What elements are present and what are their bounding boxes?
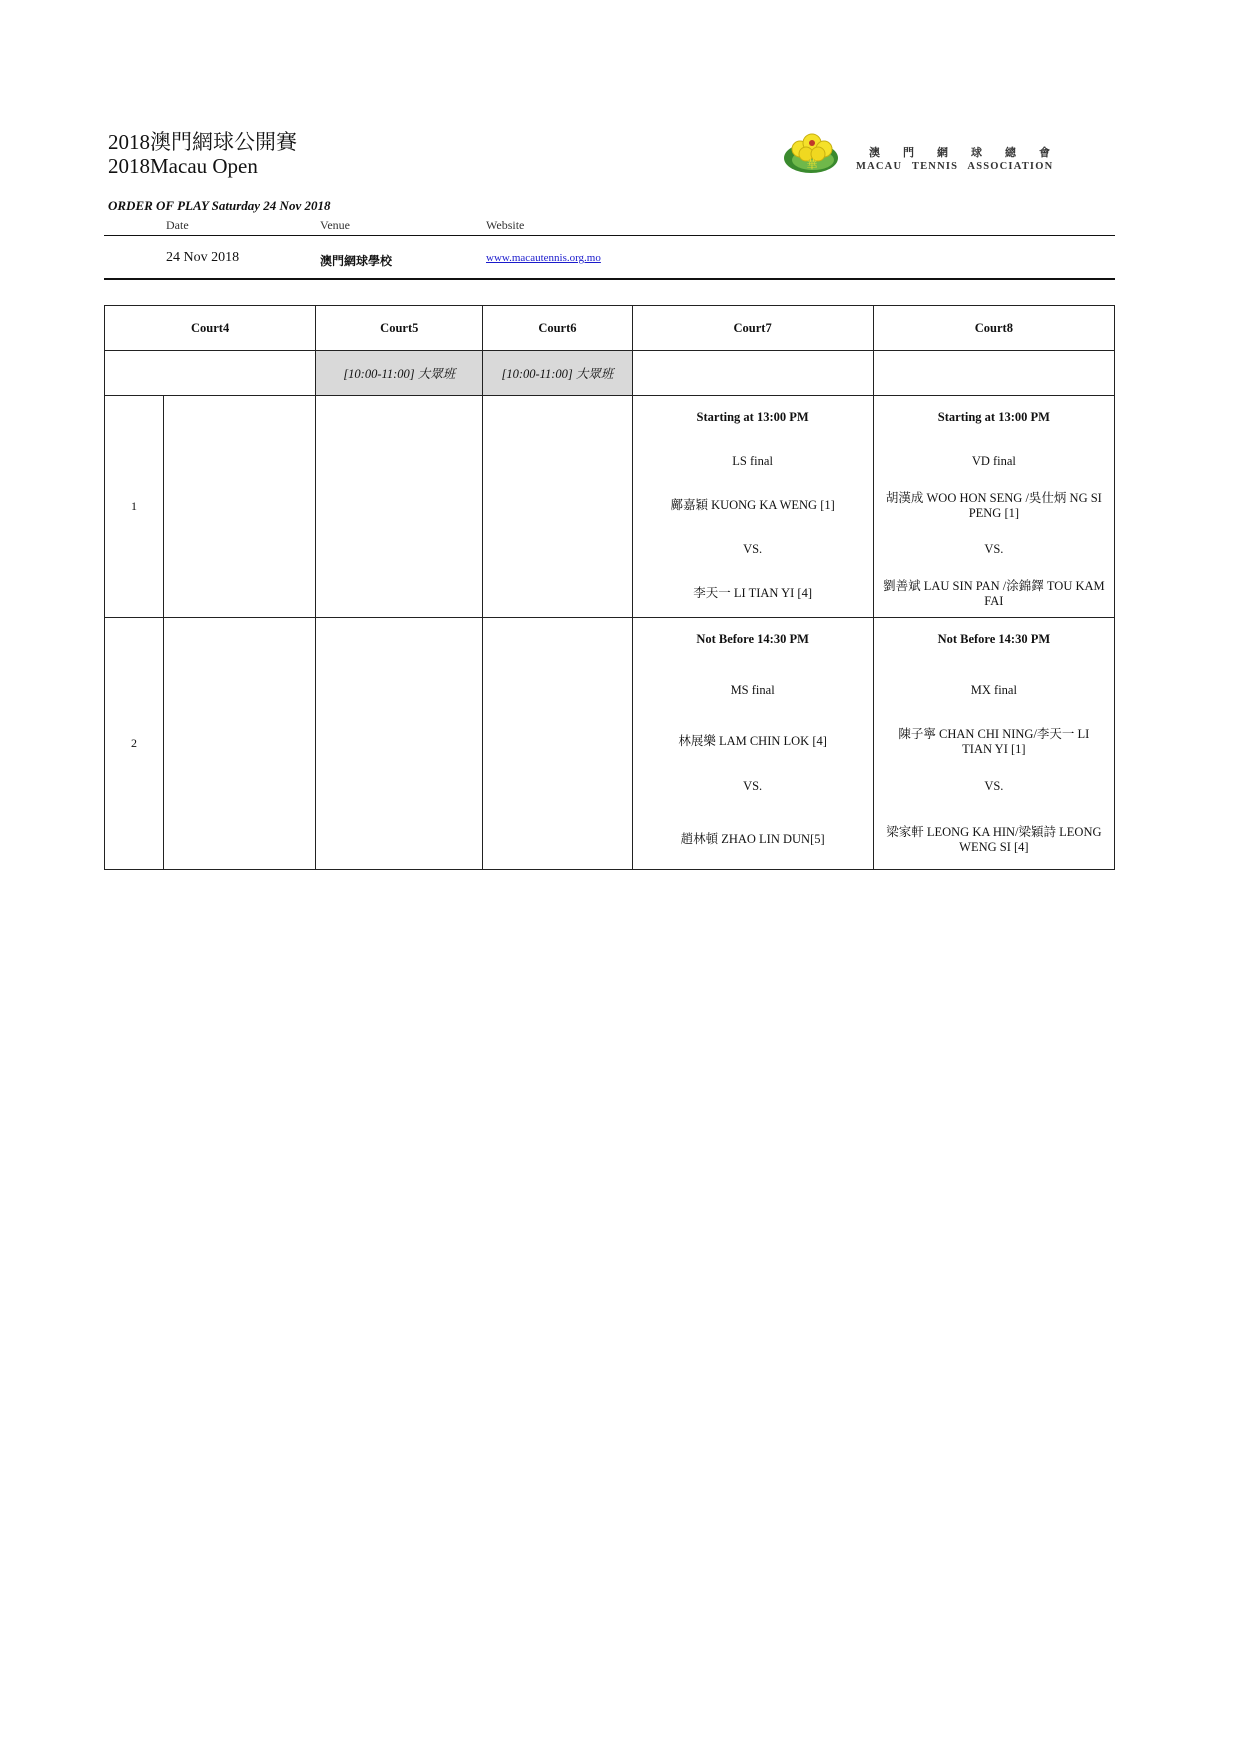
slot-court7	[632, 351, 873, 396]
match-court8-round2	[873, 618, 1114, 870]
match-vs: VS.	[743, 542, 763, 556]
table-row	[105, 396, 1115, 618]
match-court7-round1	[632, 396, 873, 618]
association-name-english: MACAU TENNIS ASSOCIATION	[856, 161, 1054, 172]
empty-cell	[483, 396, 632, 618]
slot-row	[105, 351, 1115, 396]
match-time: Not Before 14:30 PM	[696, 632, 809, 646]
title-chinese: 2018澳門網球公開賽	[108, 130, 297, 154]
logo-glyph: 華	[806, 158, 818, 171]
website-label: Website	[486, 218, 525, 232]
divider-bottom	[104, 278, 1115, 280]
page-title	[108, 130, 297, 178]
association-name-chinese: 澳門網球總會	[869, 147, 1073, 159]
match-court8-round1	[873, 396, 1114, 618]
round-number: 1	[105, 396, 164, 618]
match-vs: VS.	[984, 542, 1004, 556]
match-player1-line2: TIAN YI [1]	[962, 742, 1026, 756]
match-event: VD final	[971, 454, 1016, 468]
empty-cell	[483, 618, 632, 870]
match-event: MX final	[970, 683, 1017, 697]
match-player2: 李天一 LI TIAN YI [4]	[693, 586, 812, 600]
tennis-ball-leaf-icon	[783, 130, 839, 174]
match-vs: VS.	[984, 779, 1004, 793]
court-header-court7: Court7	[632, 306, 873, 351]
match-player1-line2: PENG [1]	[968, 506, 1020, 520]
empty-cell	[316, 618, 483, 870]
match-player2-line1: 劉善斌 LAU SIN PAN /涂錦鐸 TOU KAM	[883, 579, 1105, 593]
match-player2: 趙林頓 ZHAO LIN DUN[5]	[680, 832, 825, 846]
match-player2-line1: 梁家軒 LEONG KA HIN/梁穎詩 LEONG	[886, 825, 1102, 839]
empty-cell	[164, 618, 316, 870]
match-event: MS final	[730, 683, 775, 697]
schedule-table	[104, 305, 1115, 870]
match-player2-line2: FAI	[984, 594, 1004, 608]
table-row	[105, 618, 1115, 870]
venue-label: Venue	[320, 218, 350, 232]
court-header-court8: Court8	[873, 306, 1114, 351]
court-header-court6: Court6	[483, 306, 632, 351]
match-event: LS final	[732, 454, 773, 468]
court-header-court4: Court4	[105, 306, 316, 351]
slot-court6: [10:00-11:00] 大眾班	[483, 351, 632, 396]
venue-value: 澳門網球學校	[320, 254, 393, 268]
match-time: Not Before 14:30 PM	[937, 632, 1051, 646]
court-header-row	[105, 306, 1115, 351]
match-player1: 林展樂 LAM CHIN LOK [4]	[678, 734, 827, 748]
date-label: Date	[166, 218, 189, 232]
slot-court8	[873, 351, 1114, 396]
empty-cell	[164, 396, 316, 618]
divider-top	[104, 235, 1115, 236]
match-time: Starting at 13:00 PM	[937, 410, 1050, 424]
macau-tennis-association-logo	[783, 130, 1073, 180]
slot-court5: [10:00-11:00] 大眾班	[316, 351, 483, 396]
match-time: Starting at 13:00 PM	[696, 410, 809, 424]
round-number: 2	[105, 618, 164, 870]
website-link[interactable]: www.macautennis.org.mo	[486, 252, 601, 264]
date-value: 24 Nov 2018	[166, 250, 240, 265]
order-of-play-title: ORDER OF PLAY Saturday 24 Nov 2018	[108, 198, 331, 213]
match-vs: VS.	[743, 779, 763, 793]
match-court7-round2	[632, 618, 873, 870]
court-header-court5: Court5	[316, 306, 483, 351]
title-english: 2018Macau Open	[108, 154, 258, 178]
match-player1-line1: 胡漢成 WOO HON SENG /吳仕炳 NG SI	[885, 491, 1102, 505]
match-player1-line1: 陳子寧 CHAN CHI NING/李天一 LI	[898, 727, 1090, 741]
match-player1: 鄺嘉穎 KUONG KA WENG [1]	[670, 498, 835, 512]
match-player2-line2: WENG SI [4]	[959, 840, 1029, 854]
empty-cell	[316, 396, 483, 618]
slot-court4	[105, 351, 316, 396]
